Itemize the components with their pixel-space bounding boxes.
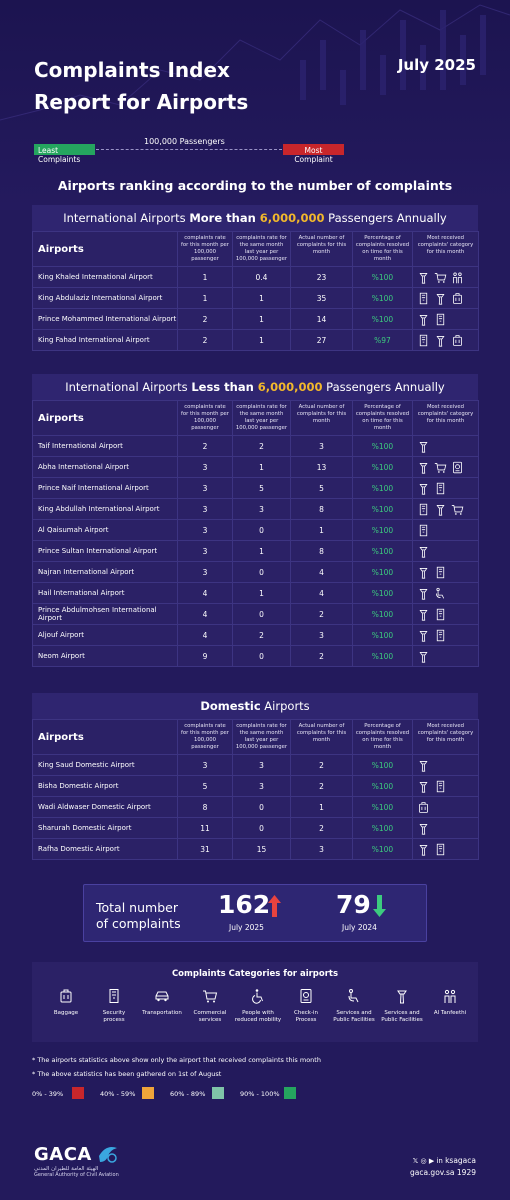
table-row [33,755,479,776]
category-label-2: Public Facilities [333,1017,375,1023]
note-1: * The airports statistics above show only the airport that received complaints this month [32,1056,321,1064]
col-header-last-year: complaints rate for the same month last year per 100,000 passenger [233,720,291,755]
table-row [33,839,479,860]
rate-value: 3 [178,755,233,776]
airport-name: Hail International Airport [33,583,178,604]
col-header-rate: complaints rate for this month per 100,000 passenger [178,232,233,267]
category-label-2: Public Facilities [381,1017,423,1023]
last-year-value: 1 [233,330,291,351]
rate-value: 8 [178,797,233,818]
rate-value: 2 [178,309,233,330]
category-item [90,988,138,1024]
tower-icon [417,843,430,856]
last-year-value: 2 [233,436,291,457]
category-icons [413,478,479,499]
airport-name: King Abdulaziz International Airport [33,288,178,309]
category-icons [413,839,479,860]
passport-icon [451,461,464,474]
rate-value: 4 [178,583,233,604]
gaca-arabic-name: الهيئة العامة للطيران المدني [34,1166,99,1172]
airports-table [32,231,479,351]
percentage-value: %100 [353,818,413,839]
tower-icon [417,545,430,558]
airport-name: Sharurah Domestic Airport [33,818,178,839]
actual-value: 35 [291,288,353,309]
last-year-value: 1 [233,541,291,562]
table-row [33,478,479,499]
rate-value: 3 [178,541,233,562]
rate-value: 11 [178,818,233,839]
percentage-value: %100 [353,267,413,288]
legend-label-0: 0% - 39% [32,1090,64,1098]
percentage-value: %100 [353,583,413,604]
category-item [234,988,282,1024]
category-icons [413,583,479,604]
actual-value: 3 [291,839,353,860]
passport-icon [298,988,314,1004]
note-2: * The above statistics has been gathered on 1st of August [32,1070,222,1078]
category-label-2: reduced mobility [234,1017,282,1023]
category-label-1: Transportation [142,1010,182,1016]
rate-value: 3 [178,457,233,478]
legend-swatch-0 [72,1087,84,1099]
cart-icon [434,271,447,284]
table-row [33,604,479,625]
airport-name: Aljouf Airport [33,625,178,646]
tower-icon [417,759,430,772]
section-title-bold: Domestic [200,699,261,713]
percentage-value: %100 [353,839,413,860]
col-header-actual: Actual number of complaints for this month [291,720,353,755]
arrow-up-icon [268,895,281,917]
actual-value: 2 [291,646,353,667]
total-complaints-card [83,884,427,942]
gaca-emblem-icon [96,1142,120,1166]
airport-name: Rafha Domestic Airport [33,839,178,860]
scale-divider [96,149,282,150]
table-row [33,646,479,667]
actual-value: 2 [291,755,353,776]
actual-value: 23 [291,267,353,288]
security-icon [434,608,447,621]
tower-icon [417,587,430,600]
col-header-airports: Airports [33,401,178,436]
airport-name: Prince Abdulmohsen International Airport [33,604,178,625]
tower-icon [417,650,430,663]
section-title-bold: More than [189,211,260,225]
category-item [282,988,330,1024]
category-label-1: Baggage [53,1010,79,1016]
actual-value: 3 [291,436,353,457]
last-year-value: 1 [233,288,291,309]
security-icon [417,503,430,516]
section-title-number: 6,000,000 [259,211,325,225]
category-label-1: Al Tanfeethi [433,1010,467,1016]
percentage-value: %97 [353,330,413,351]
table-row [33,330,479,351]
col-header-category: Most received complaints' category for this month [413,401,479,436]
legend-swatch-3 [284,1087,296,1099]
baggage-icon [58,988,74,1004]
category-icons [413,541,479,562]
airport-name: King Khaled International Airport [33,267,178,288]
last-year-value: 1 [233,309,291,330]
section-domestic [32,693,478,860]
col-header-rate: complaints rate for this month per 100,000 passenger [178,720,233,755]
actual-value: 1 [291,520,353,541]
col-header-actual: Actual number of complaints for this month [291,401,353,436]
total-current-label: July 2025 [229,923,264,932]
section-title-pre: International Airports [65,380,192,394]
table-row [33,436,479,457]
security-icon [434,482,447,495]
security-icon [106,988,122,1004]
title-line-2: Report for Airports [34,90,249,114]
airport-name: King Abdullah International Airport [33,499,178,520]
section-international-large [32,205,478,351]
last-year-value: 5 [233,478,291,499]
footer-contact [410,1155,476,1179]
tower-icon [434,503,447,516]
last-year-value: 0 [233,797,291,818]
cart-icon [202,988,218,1004]
total-label [96,900,206,932]
security-icon [417,524,430,537]
last-year-value: 3 [233,499,291,520]
rate-value: 3 [178,520,233,541]
percentage-value: %100 [353,562,413,583]
security-icon [434,843,447,856]
complaint-scale [34,137,344,167]
percentage-value: %100 [353,499,413,520]
social-handle[interactable]: ksagaca [445,1156,476,1165]
table-row [33,583,479,604]
section-title-bold: Less than [191,380,258,394]
category-label-2: process [103,1017,125,1023]
airport-name: Prince Sultan International Airport [33,541,178,562]
categories-panel [32,962,478,1042]
col-header-percentage: Percentage of complaints resolved on time for this month [353,720,413,755]
legend-swatch-2 [212,1087,224,1099]
rate-value: 4 [178,625,233,646]
rate-value: 3 [178,499,233,520]
percentage-value: %100 [353,288,413,309]
category-icons [413,267,479,288]
category-label-1: Services and [336,1010,372,1016]
actual-value: 4 [291,583,353,604]
percentage-value: %100 [353,309,413,330]
section-title-pre: International Airports [63,211,190,225]
tower-icon [394,988,410,1004]
section-title [32,205,478,231]
total-label-line2: of complaints [96,916,181,931]
percentage-value: %100 [353,625,413,646]
tower-icon [417,482,430,495]
actual-value: 2 [291,776,353,797]
security-icon [417,334,430,347]
percentage-value: %100 [353,604,413,625]
table-row [33,520,479,541]
category-icons [413,499,479,520]
category-icons [413,457,479,478]
airports-table [32,719,479,860]
col-header-rate: complaints rate for this month per 100,000 passenger [178,401,233,436]
col-header-percentage: Percentage of complaints resolved on time for this month [353,232,413,267]
security-icon [434,313,447,326]
baggage-icon [451,334,464,347]
actual-value: 27 [291,330,353,351]
category-icons [413,520,479,541]
actual-value: 1 [291,797,353,818]
baggage-icon [417,801,430,814]
category-label-2: services [198,1017,222,1023]
category-label-1: Check-in [294,1010,318,1016]
table-row [33,457,479,478]
cart-icon [434,461,447,474]
tower-icon [417,566,430,579]
percentage-value: %100 [353,797,413,818]
last-year-value: 0 [233,646,291,667]
section-title [32,693,478,719]
tower-icon [434,292,447,305]
airport-name: Al Qaisumah Airport [33,520,178,541]
table-row [33,562,479,583]
table-row [33,288,479,309]
percentage-value: %100 [353,646,413,667]
legend-swatch-1 [142,1087,154,1099]
category-label-1: Security [102,1010,126,1016]
percentage-legend [32,1090,332,1104]
category-item [186,988,234,1024]
rate-value: 3 [178,478,233,499]
tower-icon [417,313,430,326]
section-title [32,374,478,400]
last-year-value: 2 [233,625,291,646]
category-icons [413,288,479,309]
tower-icon [434,334,447,347]
col-header-airports: Airports [33,720,178,755]
table-row [33,267,479,288]
security-icon [434,566,447,579]
total-current-value: 162 [218,890,271,919]
rate-value: 5 [178,776,233,797]
report-month: July 2025 [397,56,476,74]
transport-icon [154,988,170,1004]
actual-value: 2 [291,818,353,839]
rate-value: 2 [178,330,233,351]
last-year-value: 0.4 [233,267,291,288]
table-row [33,818,479,839]
airport-name: Najran International Airport [33,562,178,583]
last-year-value: 0 [233,818,291,839]
category-label-2: Process [295,1017,317,1023]
col-header-last-year: complaints rate for the same month last year per 100,000 passenger [233,401,291,436]
table-header-row [33,401,479,436]
actual-value: 13 [291,457,353,478]
tower-icon [417,780,430,793]
category-icons [413,755,479,776]
section-title-number: 6,000,000 [257,380,323,394]
total-previous-value: 79 [336,890,371,919]
actual-value: 8 [291,541,353,562]
col-header-category: Most received complaints' category for this month [413,232,479,267]
percentage-value: %100 [353,776,413,797]
last-year-value: 1 [233,457,291,478]
family-icon [451,271,464,284]
category-icons [413,797,479,818]
categories-title: Complaints Categories for airports [171,969,339,979]
gaca-english-name: General Authority of Civil Aviation [34,1172,119,1178]
family-icon [442,988,458,1004]
legend-label-3: 90% - 100% [240,1090,280,1098]
category-icons [413,818,479,839]
legend-label-1: 40% - 59% [100,1090,136,1098]
tower-icon [417,608,430,621]
airports-table [32,400,479,667]
last-year-value: 0 [233,520,291,541]
category-item [138,988,186,1017]
percentage-value: %100 [353,457,413,478]
scale-least-badge: Least Complaints [34,144,95,155]
category-label-1: People with [242,1010,274,1016]
cart-icon [451,503,464,516]
category-item [42,988,90,1017]
rate-value: 1 [178,288,233,309]
table-row [33,797,479,818]
last-year-value: 3 [233,755,291,776]
scale-passengers: 100,000 Passengers [144,137,225,146]
col-header-actual: Actual number of complaints for this month [291,232,353,267]
airport-name: King Saud Domestic Airport [33,755,178,776]
gaca-logo-text: GACA [34,1143,92,1165]
col-header-percentage: Percentage of complaints resolved on time for this month [353,401,413,436]
col-header-category: Most received complaints' category for this month [413,720,479,755]
airport-name: King Fahad International Airport [33,330,178,351]
tower-icon [417,822,430,835]
page-title [34,54,294,118]
baggage-icon [451,292,464,305]
table-row [33,309,479,330]
tower-icon [417,271,430,284]
last-year-value: 3 [233,776,291,797]
airport-name: Wadi Aldwaser Domestic Airport [33,797,178,818]
last-year-value: 0 [233,562,291,583]
category-label-1: Services and [384,1010,420,1016]
total-label-line1: Total number [96,900,178,915]
tower-icon [417,461,430,474]
airport-name: Bisha Domestic Airport [33,776,178,797]
category-icons [413,562,479,583]
tower-icon [417,629,430,642]
category-label-1: Commercial [193,1010,227,1016]
actual-value: 4 [291,562,353,583]
actual-value: 5 [291,478,353,499]
wheelchair-icon [250,988,266,1004]
rate-value: 2 [178,436,233,457]
rate-value: 1 [178,267,233,288]
arrow-down-icon [373,895,386,917]
category-icons [413,604,479,625]
col-header-airports: Airports [33,232,178,267]
percentage-value: %100 [353,478,413,499]
airport-name: Taif International Airport [33,436,178,457]
actual-value: 14 [291,309,353,330]
last-year-value: 15 [233,839,291,860]
airport-name: Prince Naif International Airport [33,478,178,499]
airport-name: Prince Mohammed International Airport [33,309,178,330]
actual-value: 3 [291,625,353,646]
percentage-value: %100 [353,755,413,776]
table-row [33,499,479,520]
percentage-value: %100 [353,436,413,457]
social-row [410,1155,476,1167]
category-item [378,988,426,1024]
section-international-small [32,374,478,667]
services-icon [346,988,362,1004]
section-title-post: Passengers Annually [324,211,447,225]
actual-value: 8 [291,499,353,520]
airport-name: Abha International Airport [33,457,178,478]
table-header-row [33,232,479,267]
table-header-row [33,720,479,755]
rate-value: 9 [178,646,233,667]
rate-value: 31 [178,839,233,860]
last-year-value: 0 [233,604,291,625]
category-icons [413,646,479,667]
percentage-value: %100 [353,541,413,562]
title-line-1: Complaints Index [34,58,230,82]
last-year-value: 1 [233,583,291,604]
social-icons[interactable]: 𝕏 ◎ ▶ in [412,1157,446,1165]
main-heading: Airports ranking according to the number of complaints [57,178,453,193]
actual-value: 2 [291,604,353,625]
legend-label-2: 60% - 89% [170,1090,206,1098]
gaca-logo [34,1142,120,1178]
category-item [330,988,378,1024]
scale-most-badge: Most Complaint [283,144,344,155]
section-title-post: Passengers Annually [322,380,445,394]
services-icon [434,587,447,600]
category-icons [413,330,479,351]
airport-name: Neom Airport [33,646,178,667]
security-icon [434,629,447,642]
rate-value: 3 [178,562,233,583]
category-icons [413,309,479,330]
website-link[interactable]: gaca.gov.sa 1929 [409,1168,476,1177]
percentage-value: %100 [353,520,413,541]
security-icon [434,780,447,793]
table-row [33,541,479,562]
table-row [33,776,479,797]
category-icons [413,436,479,457]
total-previous-label: July 2024 [342,923,377,932]
section-title-post: Airports [260,699,310,713]
security-icon [417,292,430,305]
category-item [426,988,474,1017]
rate-value: 4 [178,604,233,625]
category-icons [413,625,479,646]
table-row [33,625,479,646]
tower-icon [417,440,430,453]
col-header-last-year: complaints rate for the same month last year per 100,000 passenger [233,232,291,267]
category-icons [413,776,479,797]
